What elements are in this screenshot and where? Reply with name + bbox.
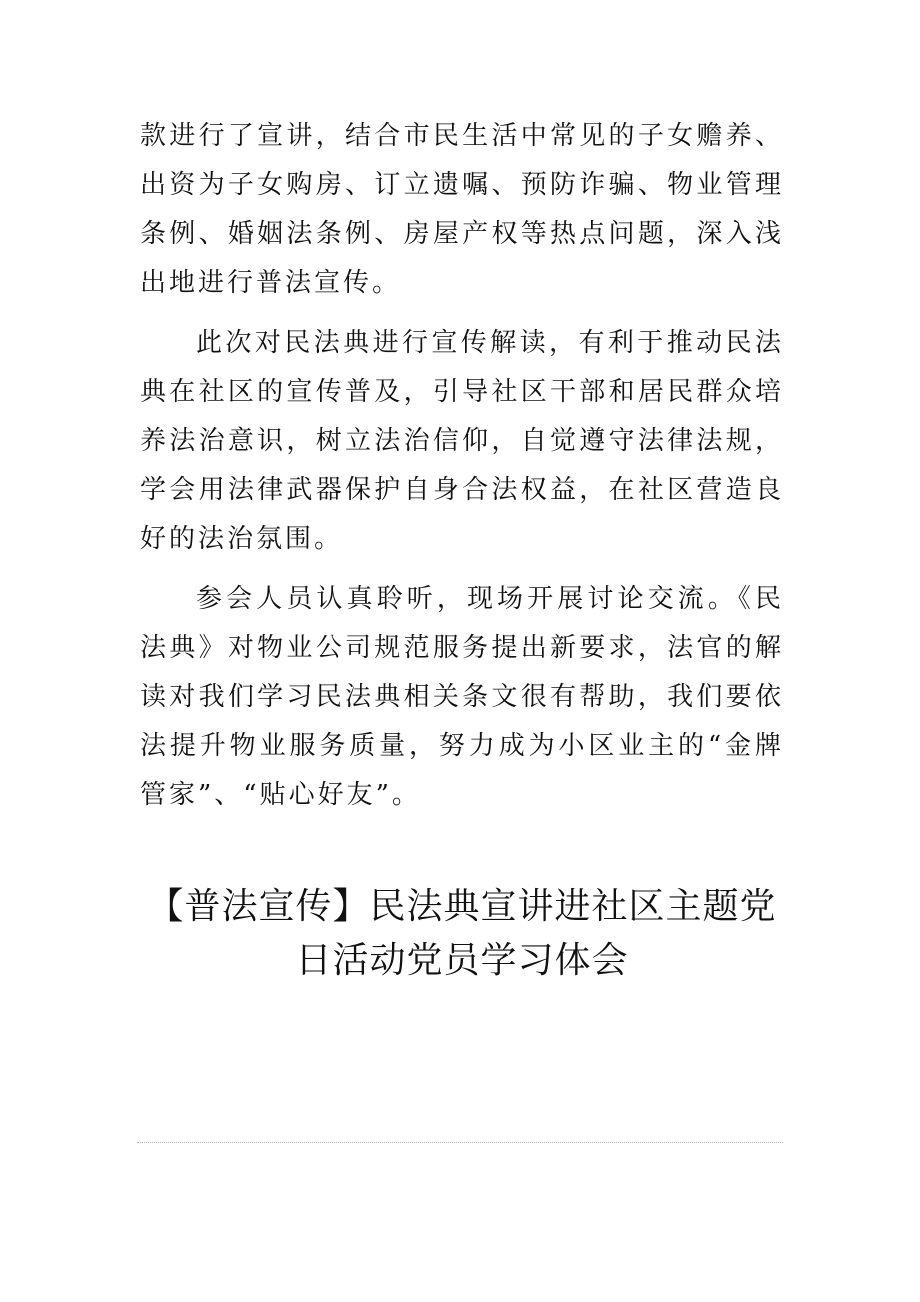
footer-divider — [137, 1142, 783, 1143]
article-title-line-1: 【普法宣传】民法典宣讲进社区主题党 — [147, 886, 777, 927]
paragraph-continuation: 款进行了宣讲，结合市民生活中常见的子女赡养、出资为子女购房、订立遗嘱、预防诈骗、物业管理条例、婚姻法条例、房屋产权等热点问题，深入浅出地进行普法宣传。 — [140, 121, 784, 298]
document-body — [140, 112, 784, 820]
article-title — [140, 880, 784, 988]
paragraph-interpretation: 此次对民法典进行宣传解读，有利于推动民法典在社区的宣传普及，引导社区干部和居民群众培养法治意识，树立法治信仰，自觉遵守法律法规，学会用法律武器保护自身合法权益，在社区营造良好的法治氛围。 — [140, 328, 784, 554]
article-title-line-2: 日活动党员学习体会 — [295, 940, 629, 981]
paragraph-participants: 参会人员认真聆听，现场开展讨论交流。《民法典》对物业公司规范服务提出新要求，法官的解读对我们学习民法典相关条文很有帮助，我们要依法提升物业服务质量，努力成为小区业主的“金牌管家”、“贴心好友”。 — [140, 584, 784, 810]
